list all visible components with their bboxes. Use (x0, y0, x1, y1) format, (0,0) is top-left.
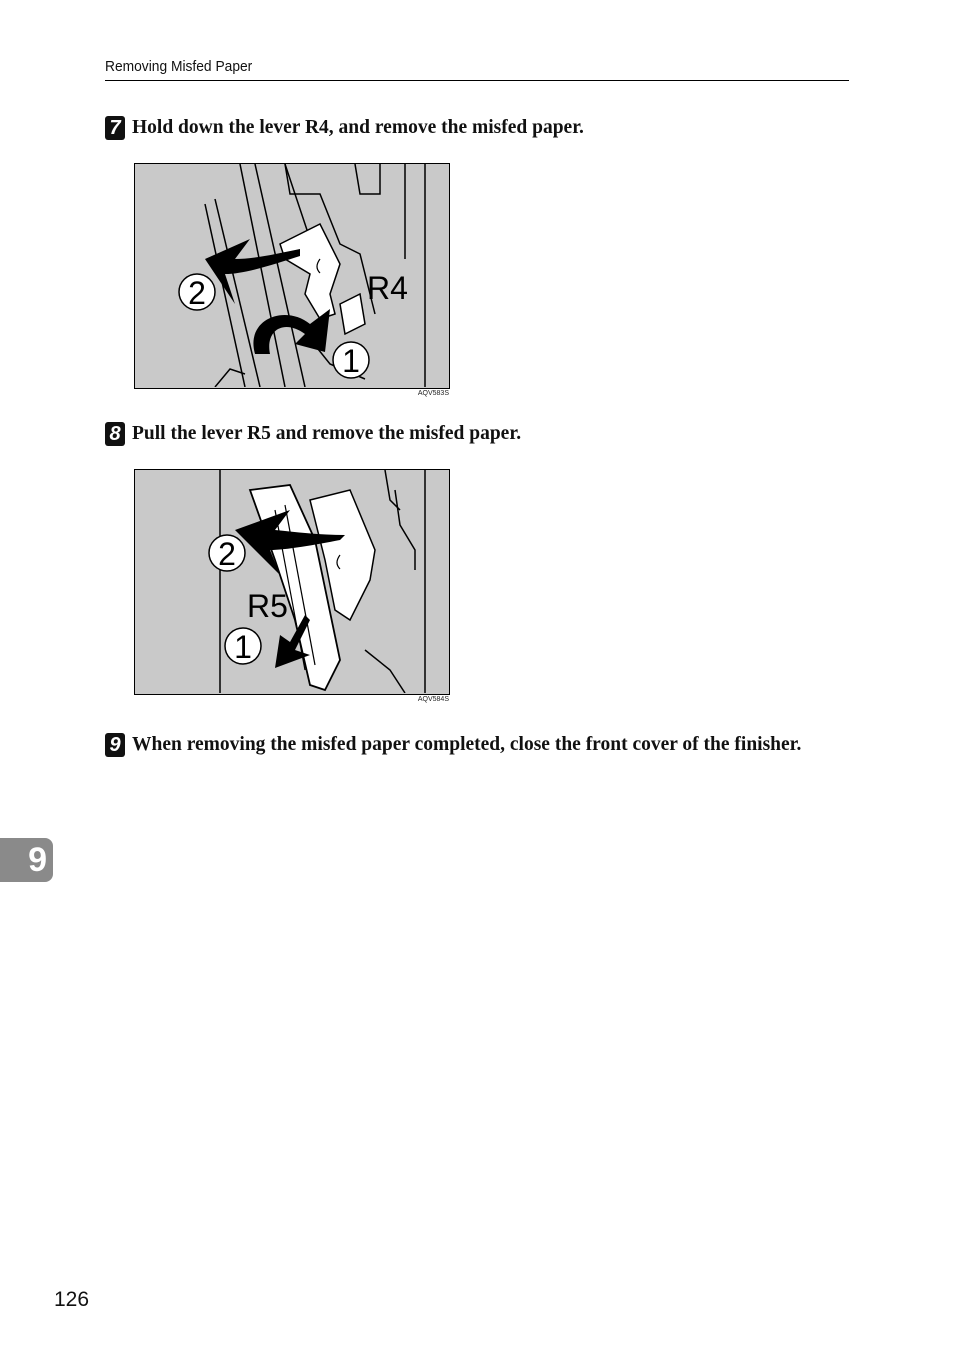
step-8 (105, 422, 849, 446)
step-9 (105, 733, 849, 757)
lever-label-r5: R5 (247, 588, 288, 624)
figure-code: AQV584S (417, 696, 449, 703)
callout-2: 2 (218, 536, 236, 572)
callout-1: 1 (234, 629, 252, 665)
illustration-r5 (135, 470, 448, 693)
callout-1: 1 (342, 343, 360, 379)
figure-lever-r5 (134, 469, 450, 695)
header-title: Removing Misfed Paper (105, 58, 253, 75)
step-text: Hold down the lever R4, and remove the misfed paper. (132, 117, 584, 138)
step-number: 7 (105, 116, 125, 140)
lever-label-r4: R4 (367, 270, 408, 306)
illustration-r4 (135, 164, 448, 387)
running-header (105, 56, 849, 81)
step-text: When removing the misfed paper completed, close the front cover of the finisher. (132, 734, 802, 755)
figure-lever-r4 (134, 163, 450, 389)
page-number: 126 (54, 1288, 90, 1311)
step-7 (105, 116, 849, 140)
step-text: Pull the lever R5 and remove the misfed paper. (132, 423, 522, 444)
chapter-tab: 9 (0, 838, 53, 882)
step-number: 8 (105, 422, 125, 446)
callout-2: 2 (188, 275, 206, 311)
figure-code: AQV583S (417, 390, 449, 397)
step-number: 9 (105, 733, 125, 757)
